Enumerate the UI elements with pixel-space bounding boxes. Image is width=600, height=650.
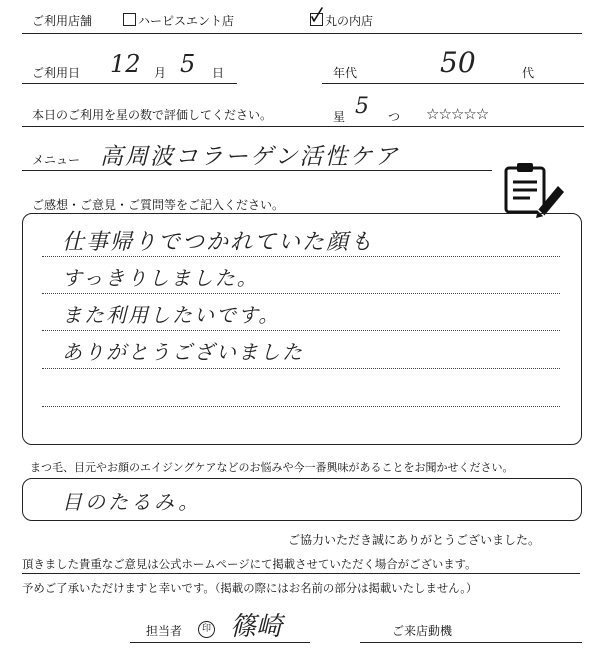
writing-line: [42, 293, 560, 294]
motive-underline[interactable]: [360, 642, 582, 643]
staff-name[interactable]: 篠崎: [230, 612, 283, 642]
rating-stars[interactable]: ☆☆☆☆☆: [426, 105, 489, 123]
age-unit: 代: [522, 66, 535, 80]
visit-month[interactable]: 12: [110, 50, 141, 78]
store-option-1-label: ハーピスエント店: [138, 14, 235, 28]
day-unit: 日: [212, 66, 225, 80]
comment-line-2: すっきりしました。: [62, 266, 259, 290]
staff-underline: [130, 642, 310, 643]
store-option-1[interactable]: [123, 12, 234, 29]
menu-label: メニュー: [32, 153, 81, 167]
age-underline: [322, 83, 584, 84]
comments-label: ご感想・ご意見・ご質問等をご記入ください。: [32, 198, 285, 212]
writing-line: [42, 406, 560, 407]
concerns-label: まつ毛、目元やお顔のエイジングケアなどのお悩みや今一番興味があることをお聞かせください。: [30, 461, 514, 474]
staff-label: 担当者: [146, 624, 183, 638]
comment-line-4: ありがとうございました: [62, 340, 304, 364]
visit-day[interactable]: 5: [180, 50, 196, 78]
notice-underline: [22, 573, 580, 574]
age-label: 年代: [333, 66, 358, 80]
date-underline: [22, 83, 237, 84]
writing-line: [42, 368, 560, 369]
checkbox-unchecked[interactable]: [123, 13, 136, 26]
notice-line-2: 予めご了承いただけますと幸いです。（掲載の際にはお名前の部分は掲載いたしません。）: [22, 581, 478, 595]
thanks-text: ご協力いただき誠にありがとうございました。: [288, 533, 541, 547]
comment-line-1: 仕事帰りでつかれていた顔も: [62, 230, 375, 255]
store-option-2[interactable]: [310, 12, 373, 29]
store-label: ご利用店舗: [32, 14, 93, 28]
visit-date-label: ご利用日: [32, 66, 81, 80]
store-option-2-label: 丸の内店: [325, 14, 374, 28]
divider: [22, 33, 582, 34]
check-mark-icon: [309, 7, 325, 29]
rating-value[interactable]: 5: [355, 94, 369, 119]
writing-line: [42, 256, 560, 257]
age-value[interactable]: 50: [440, 46, 476, 79]
rating-suffix: つ: [388, 110, 401, 124]
rating-prompt: 本日のご利用を星の数で評価してください。: [32, 108, 273, 122]
rating-prefix: 星: [333, 110, 346, 124]
comment-line-3: また利用したいです。: [62, 303, 281, 327]
concerns-value: 目のたるみ。: [62, 490, 202, 514]
menu-value[interactable]: 高周波コラーゲン活性ケア: [100, 144, 400, 170]
rating-underline: [22, 126, 584, 127]
seal-mark: 印: [198, 621, 215, 638]
writing-line: [42, 330, 560, 331]
notice-line-1: 頂きました貴重なご意見は公式ホームページにて掲載させていただく場合がございます。: [22, 557, 477, 571]
month-unit: 月: [154, 66, 167, 80]
motive-label: ご来店動機: [392, 624, 453, 638]
menu-underline: [22, 170, 492, 171]
checkbox-checked[interactable]: [310, 13, 323, 26]
